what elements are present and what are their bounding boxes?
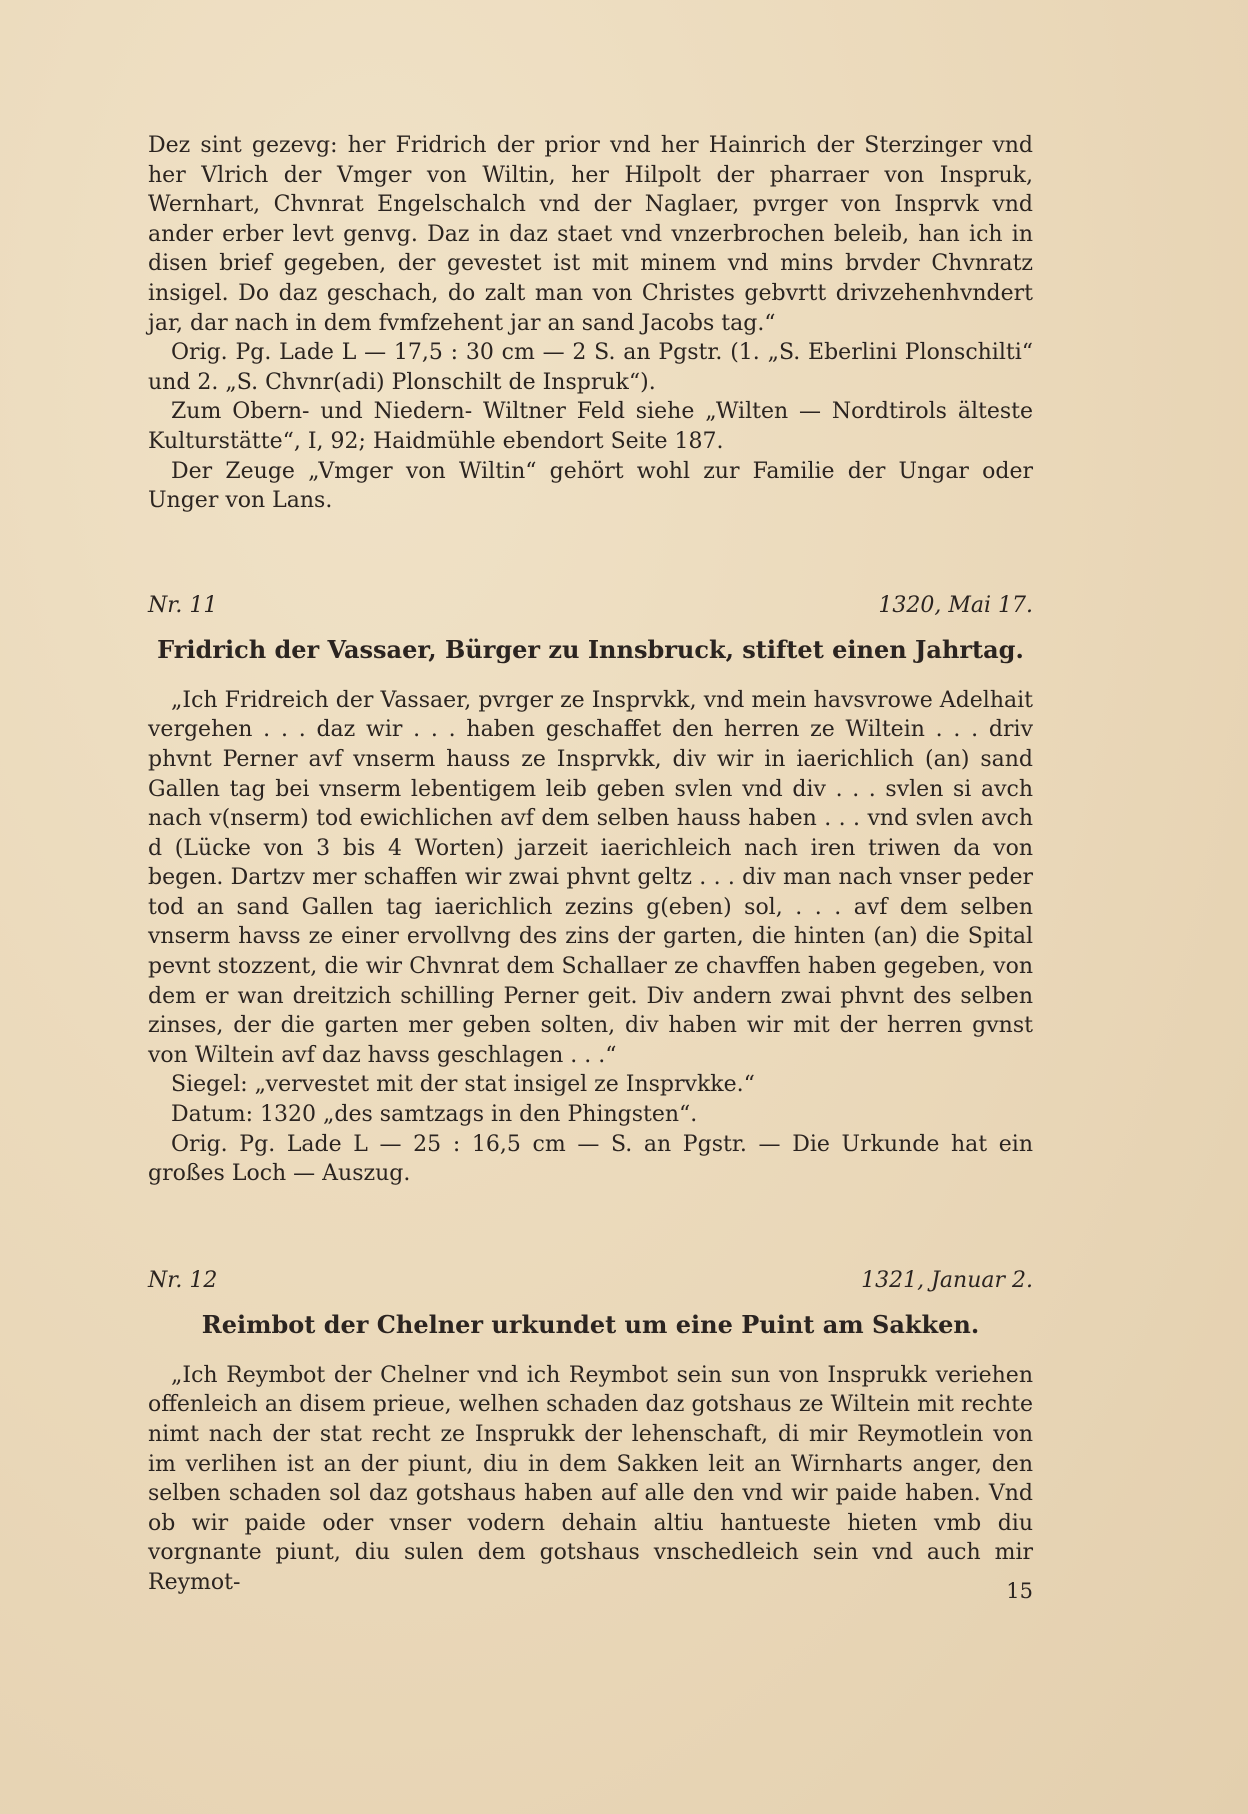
entry-title: Fridrich der Vassaer, Bürger zu Innsbruck, stiftet einen Jahrtag. [157, 634, 1024, 664]
intro-paragraph: Dez sint gezevg: her Fridrich der prior vnd her Hainrich der Sterzinger vnd her Vlrich der Vmger von Wiltin, her Hilpolt der pharraer von Inspruk, Wernhart, Chvnrat Engelschalch vnd der Naglaer, pvrger von Insprvk vnd ander erber levt genvg. Daz in daz staet vnd vnzerbrochen beleib, han ich in disen brief gegeben, der gevestet ist mit minem vnd mins brvder Chvnratz insigel. Do daz geschach, do zalt man von Christes gebvrtt drivzehenhvndert jar, dar nach in dem fvmfzehent jar an sand Jacobs tag.“ [148, 133, 1033, 336]
entry-header [148, 591, 1033, 621]
intro-section [148, 131, 1033, 516]
entry-paragraph: Siegel: „vervestet mit der stat insigel ze Insprvkke.“ [171, 1072, 755, 1098]
entry-paragraph: Datum: 1320 „des samtzags in den Phingsten“. [171, 1102, 698, 1128]
page-number: 15 [1006, 1579, 1033, 1603]
entry-11 [148, 591, 1033, 1189]
intro-paragraph: Orig. Pg. Lade L — 17,5 : 30 cm — 2 S. an Pgstr. (1. „S. Eberlini Plonschilti“ und 2. „S. Chvnr(adi) Plonschilt de Inspruk“). [148, 340, 1033, 395]
entry-date: 1321, Januar 2. [861, 1267, 1033, 1293]
intro-paragraph: Der Zeuge „Vmger von Wiltin“ gehört wohl zur Familie der Ungar oder Unger von Lans. [148, 458, 1033, 514]
intro-paragraph: Zum Obern- und Niedern- Wiltner Feld siehe „Wilten — Nordtirols älteste Kulturstätte“, I, 92; Haidmühle ebendort Seite 187. [148, 399, 1033, 454]
entry-12 [148, 1266, 1033, 1598]
entry-number: Nr. 12 [148, 1267, 218, 1293]
document-page [148, 131, 1033, 1598]
entry-paragraph: Orig. Pg. Lade L — 25 : 16,5 cm — S. an Pgstr. — Die Urkunde hat ein großes Loch — Auszug. [148, 1131, 1033, 1187]
entry-date: 1320, Mai 17. [878, 592, 1033, 618]
entry-paragraph: „Ich Fridreich der Vassaer, pvrger ze Insprvkk, vnd mein havsvrowe Adelhait vergehen . . . daz wir . . . haben geschaffet den herren ze Wiltein . . . driv phvnt Perner avf vnserm hauss ze Insprvkk, div wir in iaerichlich (an) sand Gallen tag bei vnserm lebentigem leib geben svlen vnd div . . . svlen si avch nach v(nserm) tod ewichlichen avf dem selben hauss haben . . . vnd svlen avch d (Lücke von 3 bis 4 Worten) jarzeit iaerichleich nach iren triwen da von begen. Dartzv mer schaffen wir zwai phvnt geltz . . . div man nach vnser peder tod an sand Gallen tag iaerichlich zezins g(eben) sol, . . . avf dem selben vnserm havss ze einer ervollvng des zins der garten, die hinten (an) die Spital pevnt stozzent, die wir Chvnrat dem Schallaer ze chavffen haben gegeben, von dem er wan dreitzich schilling Perner geit. Div andern zwai phvnt des selben zinses, der die garten mer geben solten, div haben wir mit der herren gvnst von Wiltein avf daz havss geschlagen . . .“ [148, 687, 1033, 1068]
entry-number: Nr. 11 [148, 592, 218, 618]
entry-paragraph: „Ich Reymbot der Chelner vnd ich Reymbot sein sun von Insprukk veriehen offenleich an disem prieue, welhen schaden daz gotshaus ze Wiltein mit rechte nimt nach der stat recht ze Insprukk der lehenschaft, di mir Reymotlein von im verlihen ist an der piunt, diu in dem Sakken leit an Wirnharts anger, den selben schaden sol daz gotshaus haben auf alle den vnd wir paide haben. Vnd ob wir paide oder vnser vodern dehain altiu hantueste hieten vmb diu vorgnante piunt, diu sulen dem gotshaus vnschedleich sein vnd auch mir Reymot- [148, 1362, 1033, 1595]
entry-header [148, 1266, 1033, 1296]
entry-title: Reimbot der Chelner urkundet um eine Puint am Sakken. [201, 1309, 980, 1339]
